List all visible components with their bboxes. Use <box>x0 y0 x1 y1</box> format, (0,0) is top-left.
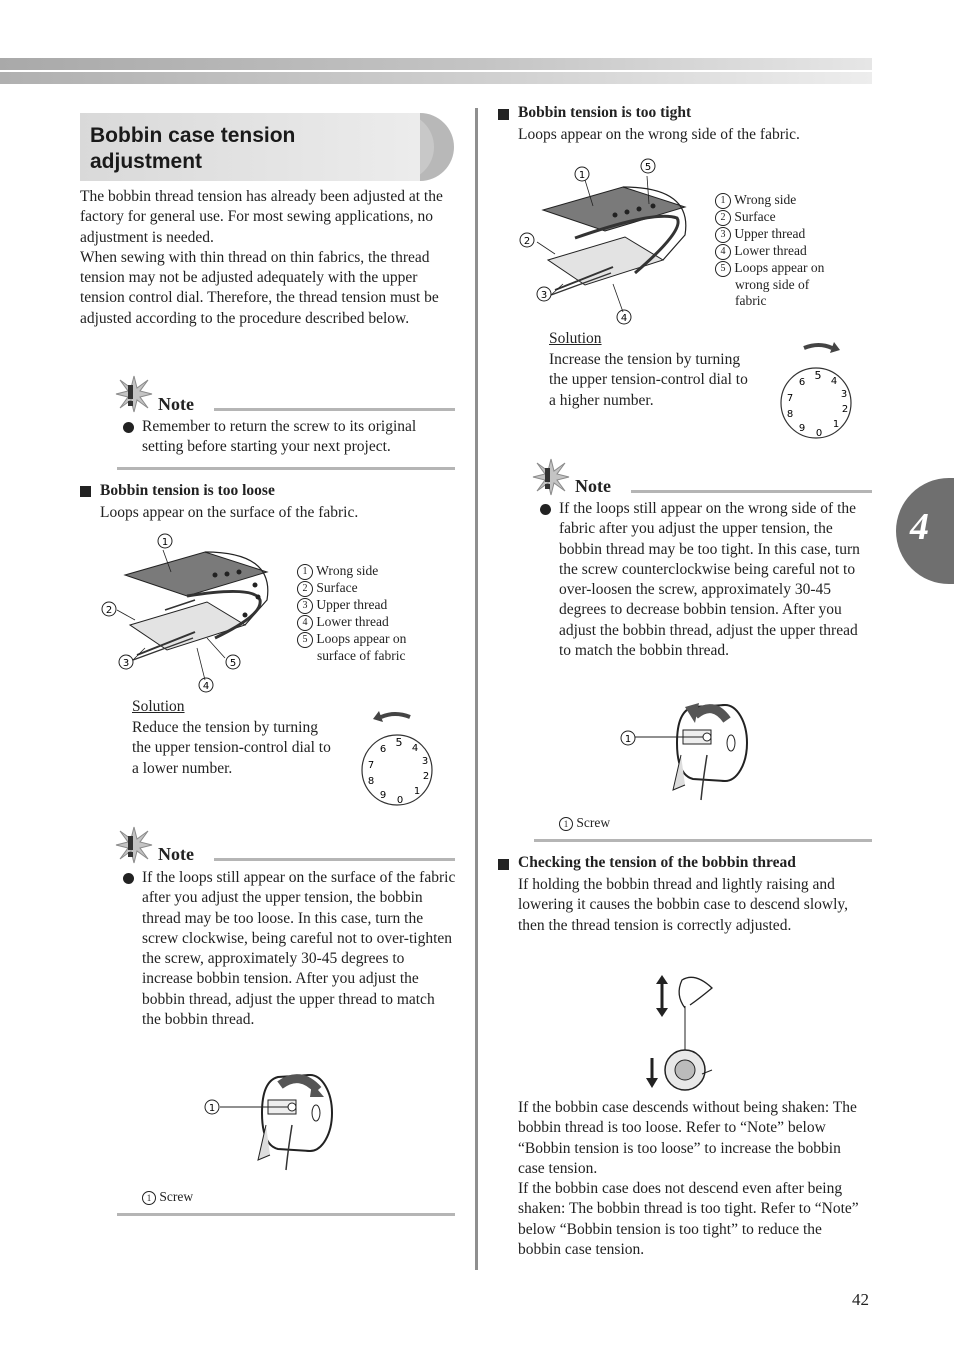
page-number: 42 <box>852 1290 869 1309</box>
loose-subtext: Loops appear on the surface of the fabric. <box>100 504 359 521</box>
bobbin-case-screw-counterclockwise-illustration <box>615 695 755 805</box>
svg-text:9: 9 <box>379 790 387 801</box>
tension-dial-higher-illustration <box>772 336 857 444</box>
svg-text:9: 9 <box>798 423 806 434</box>
square-bullet <box>498 859 509 870</box>
tight-heading: Bobbin tension is too tight <box>518 104 692 121</box>
checking-result-text: If the bobbin case descends without being shaken: The bobbin thread is too loose. Refer to “Note” below “Bobbin tension is too loose” to increase the bobbin case tension. If the bobbin case does not descend even after being shaken: The bobbin thread is too tight. Refer to “Note” below “Bobbin tension is too tight” to reduce the bobbin case tension. <box>518 1099 859 1259</box>
note-rule <box>214 858 455 861</box>
loose-heading: Bobbin tension is too loose <box>100 482 275 499</box>
svg-text:1: 1 <box>624 734 632 745</box>
loose-legend: 1 Wrong side 2 Surface 3 Upper thread 4 Lower thread 5 Loops appear on surface of fabric <box>297 563 447 664</box>
tight-legend: 1 Wrong side 2 Surface 3 Upper thread 4 Lower thread 5 Loops appear on wrong side of fabric <box>715 192 865 310</box>
svg-text:1: 1 <box>413 786 421 797</box>
svg-text:5: 5 <box>644 162 652 173</box>
bobbin-case-hanging-illustration <box>640 970 730 1095</box>
callout-number: 2 <box>105 605 113 616</box>
note-heading: Note <box>575 476 611 496</box>
bobbin-case-screw-clockwise-illustration <box>200 1065 340 1175</box>
callout-number: 3 <box>122 658 130 669</box>
svg-text:2: 2 <box>841 404 849 415</box>
note-icon <box>531 457 571 497</box>
tight-note-text: If the loops still appear on the wrong side of the fabric after you adjust the upper tension, the bobbin thread may be too tight. In this case, turn the screw counterclockwise being careful not to over-loosen the screw, approximately 30-45 degrees to decrease bobbin tension. After you adjust the bobbin thread, adjust the upper thread to match the bobbin thread. <box>559 500 860 660</box>
callout-3 <box>118 654 134 675</box>
svg-text:2: 2 <box>523 236 531 247</box>
section-title: Bobbin case tension adjustment <box>90 124 296 173</box>
callout-2 <box>519 232 535 253</box>
callout-number: 1 <box>161 537 169 548</box>
square-bullet <box>498 109 509 120</box>
svg-text:0: 0 <box>396 795 404 806</box>
chapter-number: 4 <box>910 506 929 548</box>
note-icon <box>114 374 154 414</box>
callout-1 <box>204 1099 220 1120</box>
callout-1 <box>157 533 173 554</box>
svg-text:1: 1 <box>208 1103 216 1114</box>
note-text: Remember to return the screw to its original setting before starting your next project. <box>142 418 417 456</box>
svg-text:5: 5 <box>814 369 822 382</box>
callout-1 <box>620 730 636 751</box>
svg-text:1: 1 <box>832 419 840 430</box>
note-rule <box>214 408 455 411</box>
bullet <box>123 873 134 884</box>
svg-text:5: 5 <box>395 736 403 749</box>
column-divider <box>475 108 478 1270</box>
svg-text:1: 1 <box>578 170 586 181</box>
callout-4 <box>198 677 214 698</box>
tight-subtext: Loops appear on the wrong side of the fabric. <box>518 126 800 143</box>
svg-text:3: 3 <box>421 756 429 767</box>
svg-text:4: 4 <box>830 376 838 387</box>
callout-3 <box>536 286 552 307</box>
svg-text:2: 2 <box>422 771 430 782</box>
loose-solution-label: Solution <box>132 698 185 715</box>
tight-screw-caption: 1 Screw <box>559 815 610 832</box>
callout-number: 4 <box>202 681 210 692</box>
svg-text:4: 4 <box>620 313 628 324</box>
note-rule <box>631 490 872 493</box>
svg-text:6: 6 <box>379 744 387 755</box>
tight-solution-label: Solution <box>549 330 602 347</box>
note-end-rule <box>117 1213 455 1216</box>
svg-text:7: 7 <box>367 760 375 771</box>
loose-screw-caption: 1 Screw <box>142 1189 193 1206</box>
svg-text:8: 8 <box>367 776 375 787</box>
note-heading: Note <box>158 844 194 864</box>
square-bullet <box>80 486 91 497</box>
callout-5 <box>225 654 241 675</box>
intro-paragraph: The bobbin thread tension has already been adjusted at the factory for general use. For most sewing applications, no adjustment is needed. When sewing with thin thread on thin fabrics, the thread tension may not be adjusted adequately with the upper tension control dial. Therefore, the thread tension must be adjusted according to the procedure described below. <box>80 188 443 327</box>
svg-text:3: 3 <box>840 389 848 400</box>
note-heading: Note <box>158 394 194 414</box>
loose-note-text: If the loops still appear on the surface of the fabric after you adjust the upper tension, the bobbin thread may be too loose. In this case, turn the screw clockwise, being careful not to over-tighten the screw, approximately 30-45 degrees to increase bobbin tension. After you adjust the bobbin thread, adjust the upper thread to match the bobbin thread. <box>142 869 456 1029</box>
note-end-rule <box>117 467 455 470</box>
checking-heading: Checking the tension of the bobbin thread <box>518 854 796 871</box>
svg-text:3: 3 <box>540 290 548 301</box>
callout-4 <box>616 309 632 330</box>
callout-1 <box>574 166 590 187</box>
loose-solution-text: Reduce the tension by turning the upper tension-control dial to a lower number. <box>132 719 331 777</box>
svg-text:6: 6 <box>798 377 806 388</box>
callout-number: 5 <box>229 658 237 669</box>
tight-solution-text: Increase the tension by turning the upper tension-control dial to a higher number. <box>549 351 748 409</box>
header-stripe <box>0 58 872 70</box>
svg-text:7: 7 <box>786 393 794 404</box>
note-icon <box>114 825 154 865</box>
svg-text:8: 8 <box>786 409 794 420</box>
tension-dial-lower-illustration <box>355 705 440 810</box>
bullet <box>540 504 551 515</box>
callout-2 <box>101 601 117 622</box>
svg-text:4: 4 <box>411 743 419 754</box>
svg-text:0: 0 <box>815 428 823 439</box>
bullet <box>123 422 134 433</box>
note-end-rule <box>534 839 872 842</box>
checking-text: If holding the bobbin thread and lightly raising and lowering it causes the bobbin case to descend slowly, then the thread tension is correctly adjusted. <box>518 876 849 934</box>
header-stripe <box>0 72 872 84</box>
callout-5 <box>640 158 656 179</box>
